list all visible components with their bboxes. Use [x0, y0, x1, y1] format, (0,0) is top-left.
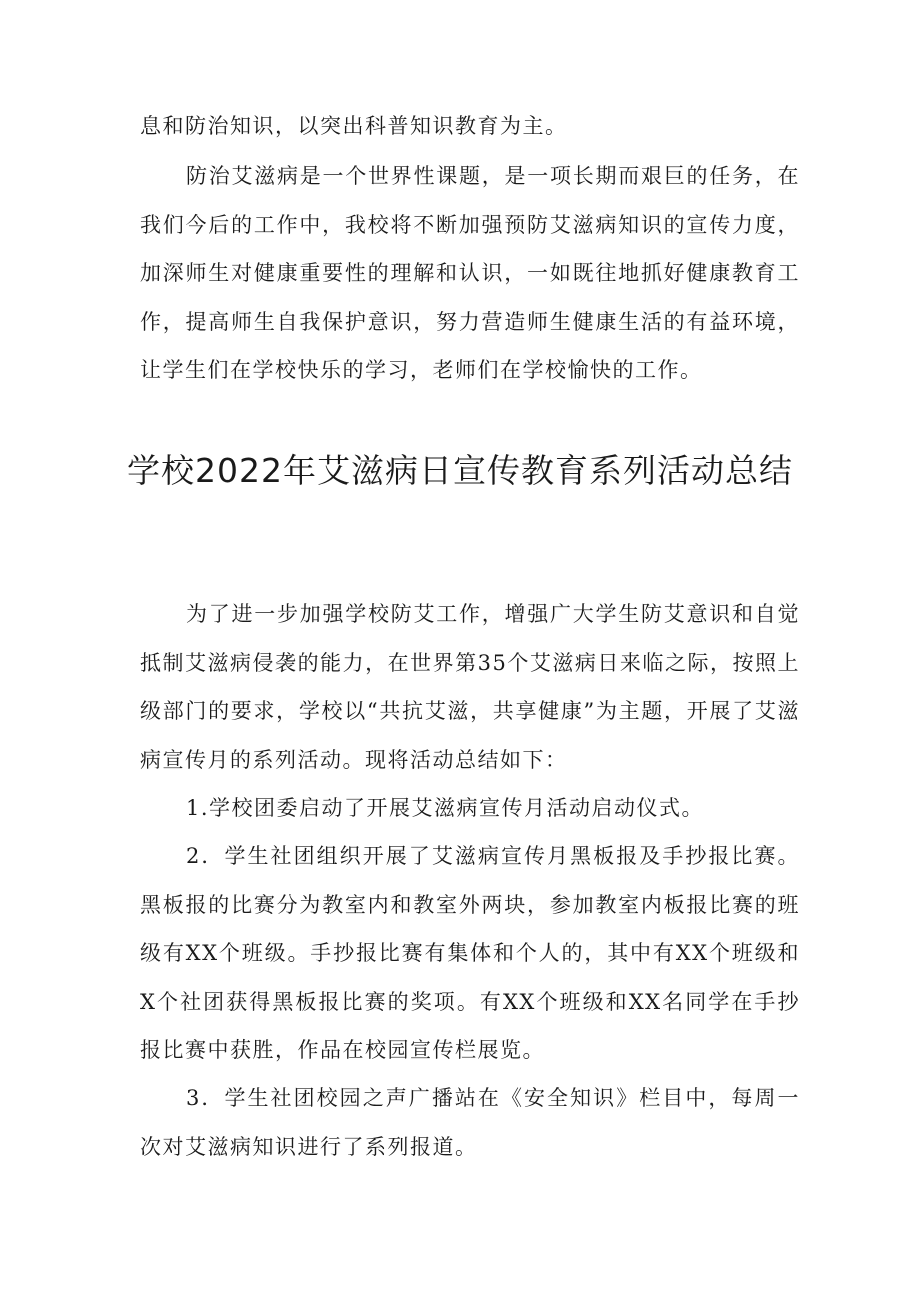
paragraph-prev-conclusion: 息和防治知识，以突出科普知识教育为主。 — [140, 114, 568, 138]
list-item-3: 3．学生社团校园之声广播站在《安全知识》栏目中，每周一次对艾滋病知识进行了系列报道。 — [140, 1086, 800, 1159]
paragraph-prev-summary: 防治艾滋病是一个世界性课题，是一项长期而艰巨的任务，在我们今后的工作中，我校将不断加强预防艾滋病知识的宣传力度，加深师生对健康重要性的理解和认识，一如既往地抓好健康教育工作，提高师生自我保护意识，努力营造师生健康生活的有益环境，让学生们在学校快乐的学习，老师们在学校愉快的工作。 — [140, 164, 800, 382]
paragraph-intro: 为了进一步加强学校防艾工作，增强广大学生防艾意识和自觉抵制艾滋病侵袭的能力，在世界第35个艾滋病日来临之际，按照上级部门的要求，学校以“共抗艾滋，共享健康”为主题，开展了艾滋病宣传月的系列活动。现将活动总结如下： — [140, 602, 800, 772]
list-item-1: 1.学校团委启动了开展艾滋病宣传月活动启动仪式。 — [186, 796, 705, 820]
page-title: 学校2022年艾滋病日宣传教育系列活动总结 — [127, 451, 793, 490]
list-item-2: 2．学生社团组织开展了艾滋病宣传月黑板报及手抄报比赛。黑板报的比赛分为教室内和教室外两块，参加教室内板报比赛的班级有XX个班级。手抄报比赛有集体和个人的，其中有XX个班级和X个社团获得黑板报比赛的奖项。有XX个班级和XX名同学在手抄报比赛中获胜，作品在校园宣传栏展览。 — [140, 844, 800, 1062]
